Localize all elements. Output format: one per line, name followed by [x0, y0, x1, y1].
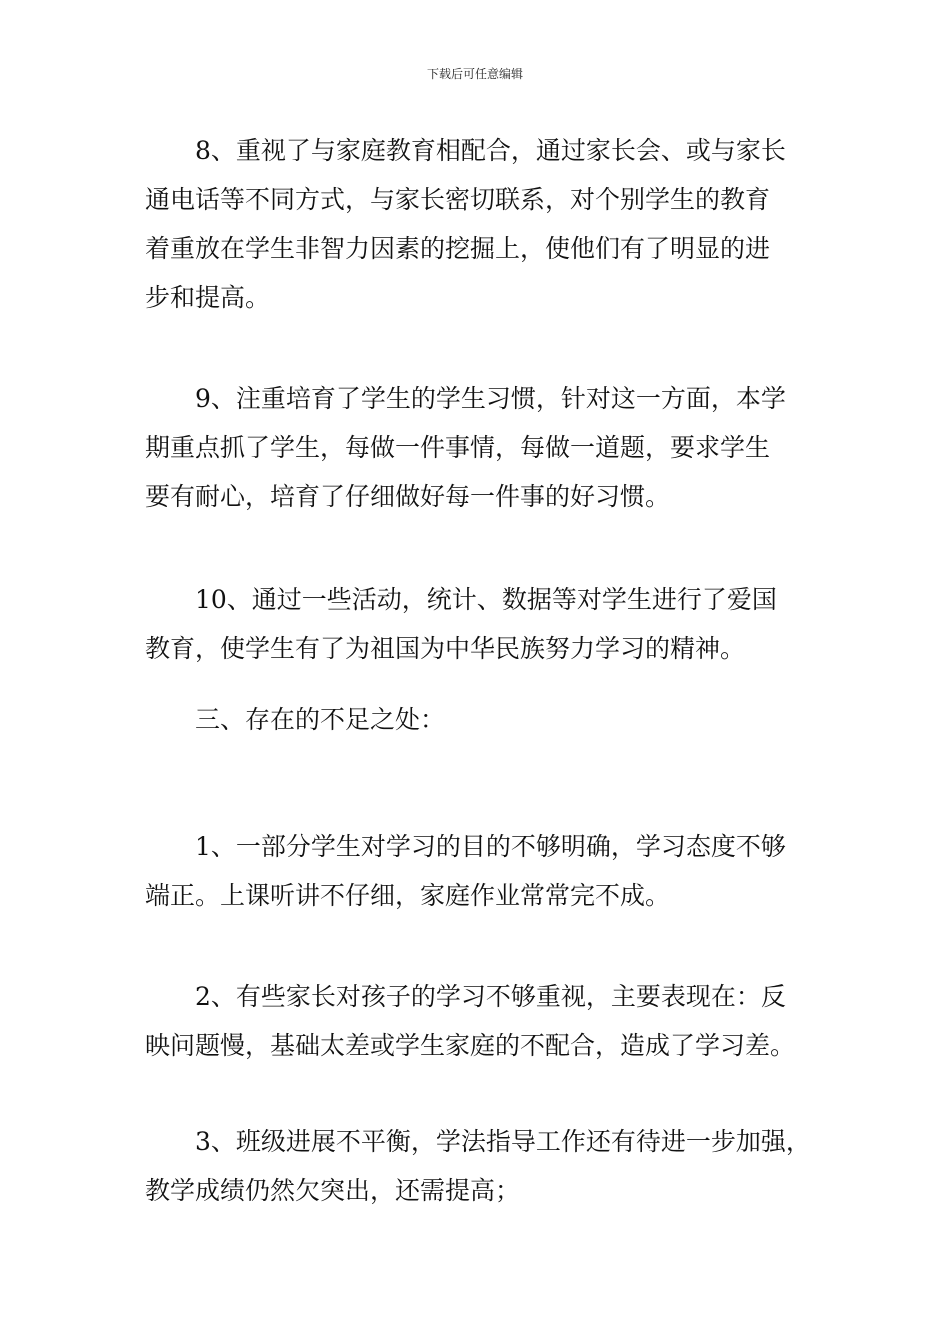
paragraph-line: 期重点抓了学生，每做一件事情，每做一道题，要求学生 — [145, 433, 771, 462]
paragraph-line: 映问题慢，基础太差或学生家庭的不配合，造成了学习差。 — [145, 1031, 796, 1060]
paragraph-line: 步和提高。 — [145, 283, 271, 312]
paragraph-line: 着重放在学生非智力因素的挖掘上，使他们有了明显的进 — [145, 234, 771, 263]
paragraph-line: 教育，使学生有了为祖国为中华民族努力学习的精神。 — [145, 634, 746, 663]
paragraph-item-9 — [145, 374, 807, 521]
paragraph-shortfall-3 — [145, 1117, 811, 1215]
paragraph-line: 三、存在的不足之处： — [195, 705, 446, 734]
paragraph-item-10 — [145, 575, 807, 673]
paragraph-shortfall-1 — [145, 822, 807, 920]
paragraph-line: 8、重视了与家庭教育相配合，通过家长会、或与家长 — [195, 136, 786, 165]
paragraph-line: 要有耐心，培育了仔细做好每一件事的好习惯。 — [145, 482, 671, 511]
paragraph-line: 教学成绩仍然欠突出，还需提高； — [145, 1176, 521, 1205]
paragraph-shortfall-2 — [145, 972, 807, 1070]
paragraph-line: 2、有些家长对孩子的学习不够重视，主要表现在：反 — [195, 982, 786, 1011]
paragraph-item-8 — [145, 126, 807, 322]
paragraph-line: 10、通过一些活动，统计、数据等对学生进行了爱国 — [195, 585, 777, 614]
paragraph-line: 3、班级进展不平衡，学法指导工作还有待进一步加强， — [195, 1127, 811, 1156]
section-heading — [145, 695, 807, 744]
paragraph-line: 9、注重培育了学生的学生习惯，针对这一方面，本学 — [195, 384, 786, 413]
paragraph-line: 1、一部分学生对学习的目的不够明确，学习态度不够 — [195, 832, 786, 861]
paragraph-line: 通电话等不同方式，与家长密切联系，对个别学生的教育 — [145, 185, 771, 214]
page-header: 下载后可任意编辑 — [426, 67, 523, 81]
paragraph-line: 端正。上课听讲不仔细，家庭作业常常完不成。 — [145, 881, 671, 910]
